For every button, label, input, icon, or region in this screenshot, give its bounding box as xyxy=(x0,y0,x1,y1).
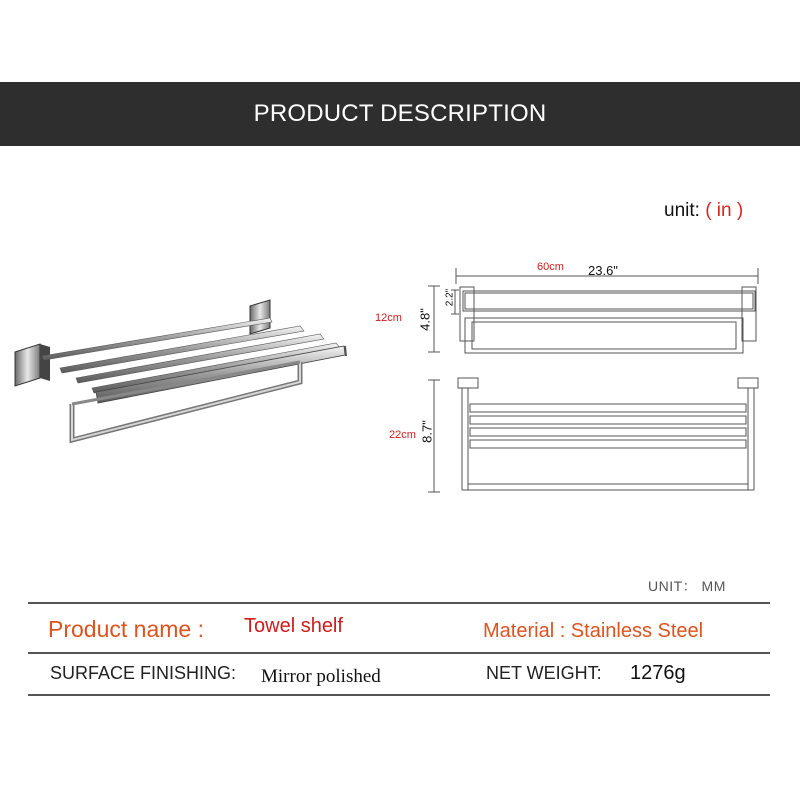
front-right-mount xyxy=(738,378,758,388)
divider-bottom xyxy=(28,694,770,696)
surface-finishing-label: SURFACE FINISHING: xyxy=(50,663,237,683)
divider-top xyxy=(28,602,770,604)
depth-cm-label: 22cm xyxy=(389,429,416,441)
front-left-mount xyxy=(458,378,478,388)
height-in-label: 4.8" xyxy=(417,308,433,331)
top-view-bar xyxy=(465,293,753,309)
page-title: PRODUCT DESCRIPTION xyxy=(253,100,547,127)
width-cm-label: 60cm xyxy=(537,261,564,273)
unit-note-value: ( in ) xyxy=(705,200,744,221)
width-in-label: 23.6" xyxy=(588,263,618,278)
depth-in-label: 8.7" xyxy=(419,420,435,443)
bar-in-label: 2.2" xyxy=(444,288,456,307)
unit-note-prefix: unit: xyxy=(664,200,700,221)
height-cm-label: 12cm xyxy=(375,312,402,324)
right-plate xyxy=(742,287,756,341)
front-shelf-rails xyxy=(470,404,746,448)
unit-mm-label: UNIT： MM xyxy=(648,578,726,594)
net-weight-label: NET WEIGHT: xyxy=(486,663,602,683)
net-weight-value: 1276g xyxy=(630,662,686,684)
top-view-box xyxy=(465,318,743,353)
product-name-label: Product name : xyxy=(48,616,204,642)
surface-finishing-value: Mirror polished xyxy=(261,666,381,687)
divider-middle xyxy=(28,652,770,654)
material-label: Material : Stainless Steel xyxy=(483,620,704,642)
product-name-value: Towel shelf xyxy=(244,615,343,637)
